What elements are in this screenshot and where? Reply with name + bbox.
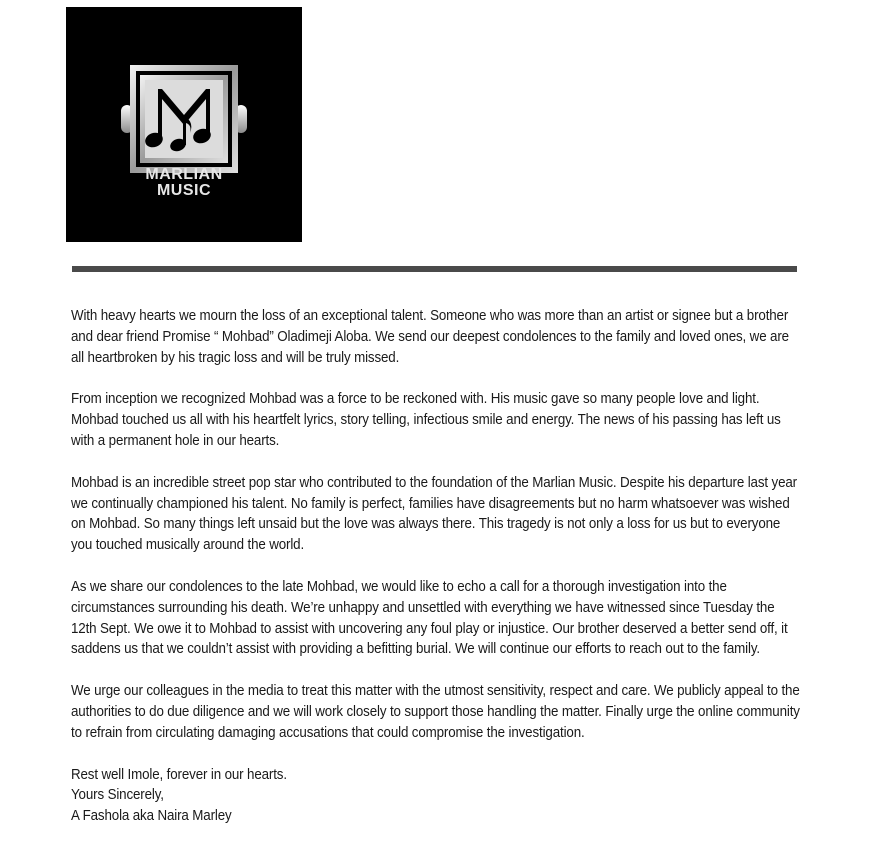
- paragraph-2: From inception we recognized Mohbad was a force to be reckoned with. His music gave so many people love and light. Mohbad touched us all with his heartfelt lyrics, story telling, infectious smile and energy. The news of his passing has left us with a permanent hole in our hearts.: [71, 391, 781, 449]
- closing-line-2: Yours Sincerely,: [71, 787, 164, 804]
- signature-name: A Fashola aka Naira Marley: [71, 808, 232, 825]
- logo-text-line1: MARLIAN: [145, 166, 223, 183]
- paragraph-3: Mohbad is an incredible street pop star who contributed to the foundation of the Marlian Music. Despite his departure last year we continually championed his talent. No family is perfect, families have disagreements but no harm whatsoever was wished on Mohbad. So many things left unsaid but the love was always there. This tragedy is not only a loss for us but to everyone you touched musically around the world.: [71, 474, 797, 554]
- marlian-music-logo: [66, 7, 302, 242]
- letter-body: [71, 306, 800, 827]
- header-divider: [72, 266, 797, 272]
- paragraph-4: As we share our condolences to the late Mohbad, we would like to echo a call for a thorough investigation into the circumstances surrounding his death. We’re unhappy and unsettled with everything we have witnessed since Tuesday the 12th Sept. We owe it to Mohbad to assist with uncovering any foul play or injustice. Our brother deserved a better send off, it saddens us that we couldn’t assist with providing a befitting burial. We will continue our efforts to reach out to the family.: [71, 578, 788, 658]
- paragraph-5: We urge our colleagues in the media to treat this matter with the utmost sensitivity, respect and care. We publicly appeal to the authorities to do due diligence and we will work closely to support those handling the matter. Finally urge the online community to refrain from circulating damaging accusations that could compromise the investigation.: [71, 683, 800, 741]
- letter-closing: [71, 765, 800, 827]
- paragraph-1: With heavy hearts we mourn the loss of an exceptional talent. Someone who was more than an artist or signee but a brother and dear friend Promise “ Mohbad” Oladimeji Aloba. We send our deepest condolences to the family and loved ones, we are all heartbroken by his tragic loss and will be truly missed.: [71, 308, 789, 366]
- closing-line-1: Rest well Imole, forever in our hearts.: [71, 766, 287, 783]
- logo-text-line2: MUSIC: [156, 182, 212, 199]
- music-notes-headphones-icon: [66, 7, 302, 242]
